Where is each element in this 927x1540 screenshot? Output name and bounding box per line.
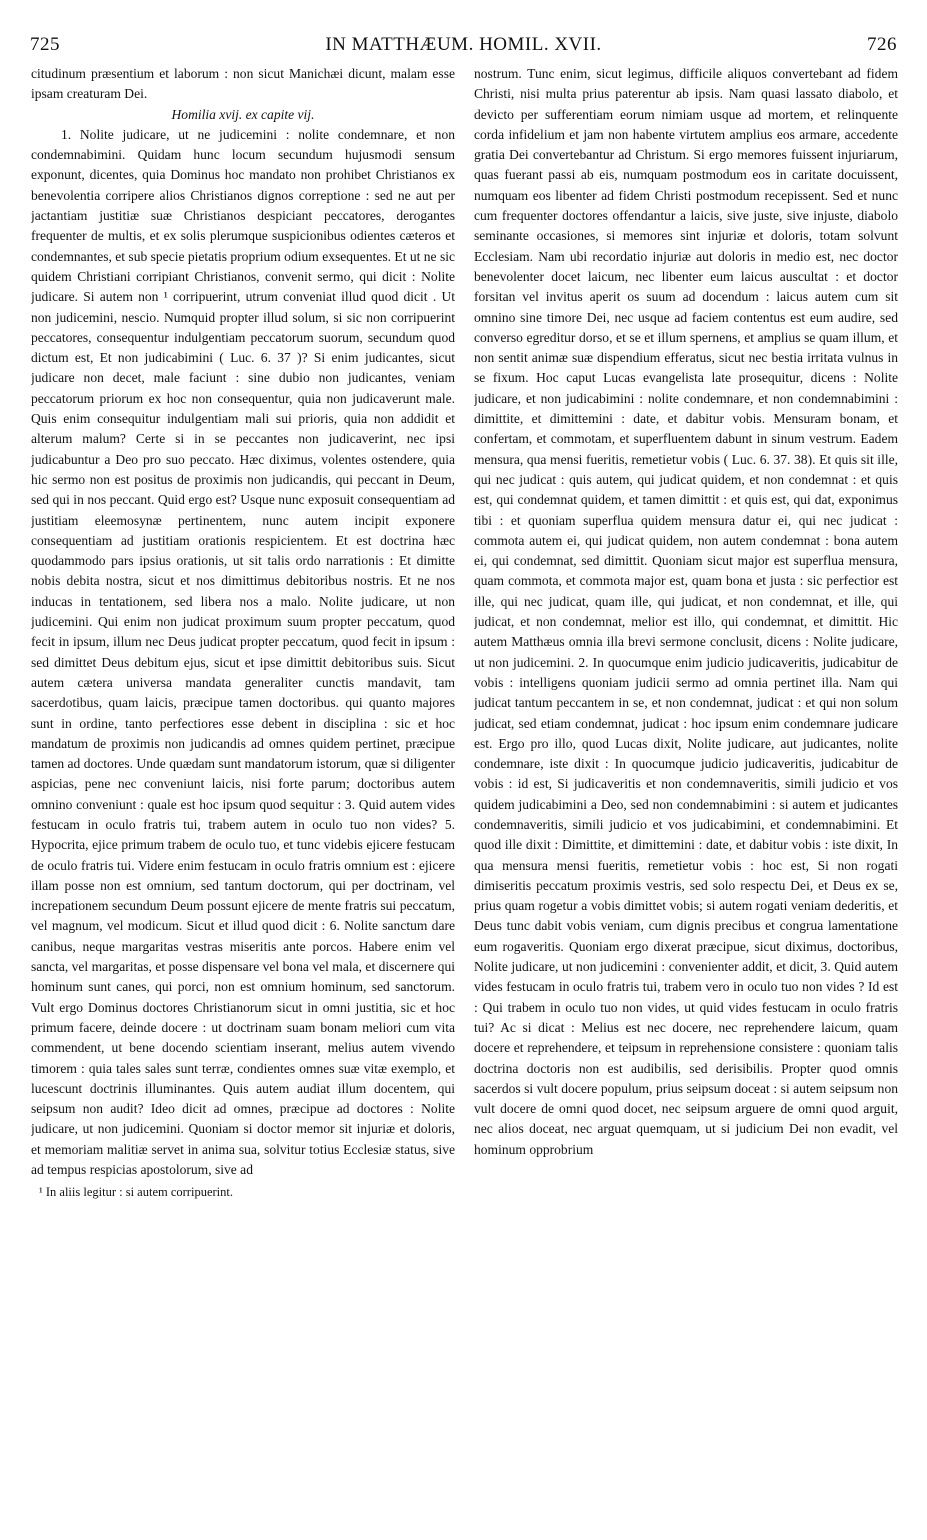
right-paragraph-1: nostrum. Tunc enim, sicut legimus, difficile aliquos convertebant ad fidem Christi, nisi multa prius paterentur ab ipsis. Nam quasi lassato diabolo, et devicto per sufferentiam eorum nimiam usque ad mortem, et relinquente corda infidelium et jam non habente virtutem amplius eos armare, accedente gratia Dei convertebantur ad Christum. Si ergo memores fuissent injuriarum, quas fuerant passi ab eis, numquam postmodum eos in caritate docuissent, numquam eos libenter ad fidem Christi postmodum recepissent. Sed et nunc cum frequenter doctores offendantur a laicis, sive juste, sive injuste, diabolo seminante occasiones, si memores sint injuriæ et doloris, totam solvunt Ecclesiam. Nam ubi recordatio injuriæ aut doloris in medio est, nec doctor benevolenter docet laicum, nec libenter eum laicus auscultat : et doctor forsitan vel invitus aperit os suum ad docendum : laicus autem cum sit omnino sine timore Dei, nec usque ad faciem contentus est eum audire, sed converso egreditur dorso, et se et illum spernens, et amplius se quam illum, et non sentit animæ suæ dispendium efferatus, sicut nec bestia irritata vulnus in se fixum. Hoc caput Lucas evangelista late prosequitur, dicens : Nolite judicare, et non judicabimini : nolite condemnare, et non condemnabimini : dimittite, et dimittemini : date, et dabitur vobis. Mensuram bonam, et confertam, et commotam, et superfluentem dabunt in sinum vestrum. Eadem mensura, qua mensi fueritis, remetietur vobis ( Luc. 6. 37. 38). Et quis sit ille, qui nec judicat : quis autem, qui judicat quidem, et non condemnat : et quis est, qui condemnat quidem, et tamen dimittit : et quis est, qui dat, exponimus tibi : et quoniam superflua quidem mensura datur ei, qui nec judicat : commota autem ei, qui judicat quidem, non autem condemnat : bona autem ei, qui condemnat, sed dimittit. Quoniam sicut major est superflua mensura, quam commota, et commota major est, quam bona et justa : sic perfectior est ille, qui nec judicat, quam ille, qui judicat, et non condemnat, et ille, qui judicat, et non condemnat, melior est illo, qui condemnat, et dimittit. Hic autem Matthæus omnia illa brevi sermone conclusit, dicens : Nolite judicare, ut non judicemini. 2. In quocumque enim judicio judicaveritis, judicabitur de vobis : intelligens quoniam judicii sermo ad omnia pertinet illa. Nam qui judicat tantum peccantem in se, et non condemnat, judicat : et qui non solum judicat, sed etiam condemnat, judicat : hoc ipsum enim condemnare judicare est. Ergo pro illo, quod Lucas dixit, Nolite judicare, aut judicantes, nolite condemnare, iste dixit : In quocumque judicio judicaveritis, judicabitur de vobis : id est, Si judicaveritis et non condemnaveritis, simili judicio et vos quidem judicabimini a Deo, sed non condemnabimini : si autem et judicantes condemnaveritis, simili judicio et vos judicabimini, et condemnabimini. Et quod ille dixit : Dimittite, et dimittemini : date, et dabitur vobis : iste dixit, In qua mensura mensi fueritis, remetietur vobis : hoc est, Si non rogati dimiseritis peccatum proximis vestris, sed solo respectu Dei, et Deus ex se, prius quam rogetur a vobis dimittet vobis; si autem rogati veniam dederitis, et Deus tunc dabit vobis veniam, cum dignis precibus et congrua lamentatione eum rogaveritis. Quoniam ergo dixerat præcipue, sicut diximus, doctoribus, Nolite judicare, ut non judicemini : convenienter addit, et dicit, 3. Quid autem vides festucam in oculo fratris tui, trabem vero in oculo tuo non vides ? Id est : Qui trabem in oculo tuo non vides, ut quid vides festucam in oculo fratris tui? Ac si dicat : Melius est nec docere, nec reprehendere laicum, quam docere et reprehendere, et teipsum in reprehensione consistere : quoniam talis doctrina doctoris non est audibilis, sed derisibilis. Propter quod omnis sacerdos si vult docere populum, prius seipsum doceat : si autem seipsum non vult docere de omni quod docet, nec seipsum arguere de omni quod arguit, nec alios doceat, nec arguat quemquam, ut si judicium Dei non evadit, vel hominum opprobrium bbox=[474, 66, 898, 1157]
left-column bbox=[31, 64, 455, 1524]
left-paragraph-1: citudinum præsentium et laborum : non sicut Manichæi dicunt, malam esse ipsam creaturam Dei. bbox=[31, 66, 455, 102]
running-title: IN MATTHÆUM. HOMIL. XVII. bbox=[325, 34, 602, 55]
running-header bbox=[30, 34, 897, 62]
footnote: ¹ In aliis legitur : si autem corripuerint. bbox=[39, 1185, 233, 1200]
left-paragraph-2: 1. Nolite judicare, ut ne judicemini : nolite condemnare, et non condemnabimini. Quidam hunc locum secundum hujusmodi sensum exponunt, dicentes, quia Dominus hoc mandato non prohibet Christianos ex benevolentia corripere alios Christianos dignos correptione : sed ne aut per jactantiam justitiæ suæ Christianos despiciant peccatores, derogantes frequenter de multis, et ex solis plerumque suspicionibus odientes cæteros et condemnantes, et sub specie pietatis proprium odium exsequentes. Et ut ne sic quidem Christiani corripiant Christianos, convenit sermo, qui dicit : Nolite judicare. Si autem non ¹ corripuerint, utrum conveniat illud quod dicit . Ut non judicemini, nescio. Numquid propter illud solum, si sic non corripuerint peccatores, consequentur indulgentiam peccatorum suorum, secundum quod dictum est, Et non judicabimini ( Luc. 6. 37 )? Si enim judicantes, sicut judicare non decet, male faciunt : sine dubio non judicantes, veniam peccatorum priorum ex hoc non consequentur, quia non judicaverunt male. Quis enim consequitur indulgentiam mali sui prioris, quia non addidit et alterum malum? Certe si in se peccantes non judicaverint, nec ipsi judicabuntur a Deo pro suo peccato. Hæc diximus, volentes ostendere, quia hic sermo non est positus de proximis non judicandis, qui peccant in Deum, sed qui in nos peccant. Quid ergo est? Usque nunc exposuit consequentiam ad justitiam eleemosynæ pertinentem, nunc autem incipit exponere consequentiam ad justitiam orationis respicientem. Et est doctrina hæc quodammodo pars ipsius orationis, ut sit talis ordo narrationis : Et dimitte nobis debita nostra, sicut et nos dimittimus debitoribus nostris. Et ne nos inducas in tentationem, sed libera nos a malo. Nolite judicare, ut non judicemini. Qui enim non judicat proximum suum propter peccatum, quod fecit in ipsum, illum nec Deus judicat propter peccatum, quod fecit in ipsum : sed dimittet Deus debitum ejus, sicut et ipse dimittit debitoribus suis. Sicut autem cætera universa mandata generaliter cunctis mandavit, tam sacerdotibus, quam laicis, præcipue tamen doctoribus. qui quanto majores sunt in ordine, tanto perfectiores esse debent in disciplina : sic et hoc mandatum de proximis non judicandis ad omnes quidem pertinet, præcipue tamen ad doctores. Unde quædam sunt mandatorum istorum, quæ si diligenter aspicias, pene nec conveniunt laicis, nisi forte parum; doctoribus autem omnino conveniunt : quale est hoc ipsum quod sequitur : 3. Quid autem vides festucam in oculo fratris tui, trabem autem in oculo tuo non vides? 5. Hypocrita, ejice primum trabem de oculo tuo, et tunc videbis ejicere festucam de oculo fratris tui. Videre enim festucam in oculo fratris omnium est : ejicere illam posse non est omnium, sed tantum doctorum, qui per doctrinam, vel increpationem secundum Deum possunt ejicere de mente fratris sui peccatum, vel magnum, vel modicum. Sicut et illud quod dicit : 6. Nolite sanctum dare canibus, neque margaritas vestras miseritis ante porcos. Habere enim vel sancta, vel margaritas, et posse dispensare vel bona vel mala, et discernere qui hominum sunt canes, qui porci, non est omnium hominum, sed sanctorum. Vult ergo Dominus doctores Christianorum sicut in omni justitia, sic et hoc primum facere, deinde docere : ut doctrinam suam bonam meliori cum vita commendent, ut bene docendo scientiam inserant, melius autem vivendo timorem : quia tales sales sunt terræ, condientes omnes suæ vitæ exemplo, et lucescunt doctrinis illuminantes. Quis autem audiat illum docentem, qui seipsum non audit? Ideo dicit ad omnes, præcipue ad doctores : Nolite judicare, ut non judicemini. Quoniam si doctor memor sit injuriæ et doloris, et memoriam malitiæ servet in anima sua, solvitur totius Ecclesiæ status, sive ad tempus respicias apostolorum, sive ad bbox=[31, 126, 455, 1178]
right-column bbox=[474, 64, 898, 1524]
page-number-left: 725 bbox=[30, 34, 60, 55]
homily-subheading: Homilia xvij. ex capite vij. bbox=[171, 106, 315, 122]
page-number-right: 726 bbox=[867, 34, 897, 55]
